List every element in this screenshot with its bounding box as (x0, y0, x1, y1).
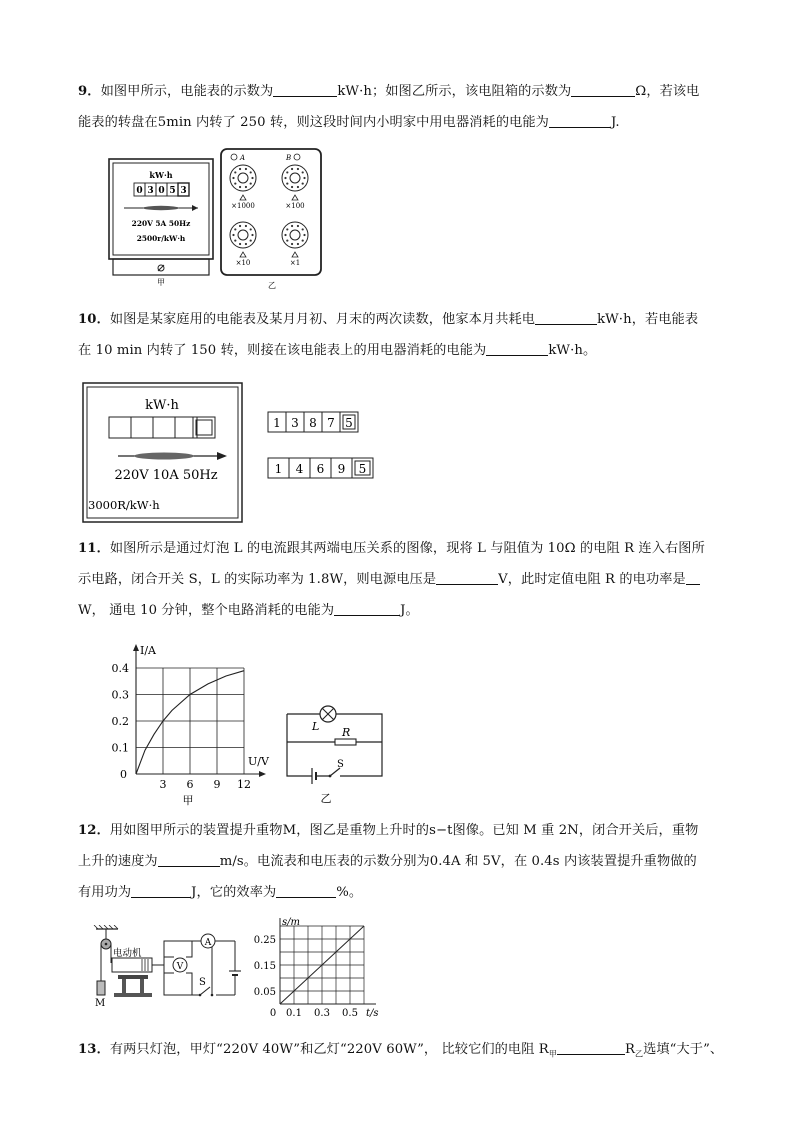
motor-label: 电动机 (113, 948, 142, 959)
y-tick-label: 0.1 (111, 741, 129, 755)
dial-tick (250, 239, 252, 241)
question-text: %。 (336, 885, 363, 900)
question-text: kW·h；如图乙所示，该电阻箱的示数为 (337, 84, 572, 99)
switch-label: S (337, 759, 344, 770)
x-axis-label: U/V (248, 755, 269, 768)
dial-tick (234, 182, 236, 184)
resistor-label: R (342, 726, 351, 739)
question-text: kW·h，若电能表 (597, 312, 699, 327)
energy-meter-figure (108, 158, 214, 286)
meter-revolutions: 2500r/kW·h (136, 234, 186, 243)
x-tick-label: 0.1 (286, 1008, 302, 1019)
dial-tick (291, 168, 293, 170)
energy-meter-2-figure (82, 382, 244, 524)
question-text: 如图所示是通过灯泡 L 的电流跟其两端电压关系的图像，现将 L 与阻值为 10Ω 的电阻 R 连入右图所 (109, 541, 705, 556)
question-text: 上升的速度为 (78, 854, 158, 869)
reading-digit: 5 (358, 462, 367, 476)
question-text: 有两只灯泡，甲灯“220V 40W”和乙灯“220V 60W”， 比较它们的电阻 R (109, 1042, 549, 1057)
x-tick-label: 0.5 (342, 1008, 358, 1019)
resistance-box-figure (220, 148, 324, 290)
question-text: Ω，若该电 (635, 84, 700, 99)
dial-tick (284, 234, 286, 236)
question-text: V，此时定值电阻 R 的电功率是 (498, 572, 686, 587)
y-tick-label: 0.2 (111, 715, 129, 728)
question-9: 9．如图甲所示，电能表的示数为 kW·h；如图乙所示，该电阻箱的示数为 Ω，若该电 能表的转盘在5min 内转了 250 转，则这段时间内小明家中用电器消耗的电能为 J. (78, 84, 700, 130)
dial-tick (239, 243, 241, 245)
digit: 3 (180, 186, 187, 196)
dial-tick (245, 168, 247, 170)
dial-tick (303, 234, 305, 236)
answer-blank[interactable] (557, 1040, 625, 1055)
iu-chart (110, 642, 280, 806)
dial-tick (250, 182, 252, 184)
question-text: J，它的效率为 (191, 885, 277, 900)
figure-label: 乙 (320, 792, 332, 805)
dial-tick (232, 234, 234, 236)
dial-tick (234, 239, 236, 241)
answer-blank[interactable] (158, 852, 220, 867)
digit: 5 (169, 186, 176, 196)
question-number: 13 (78, 1042, 97, 1057)
question-number: 11 (78, 541, 97, 556)
y-axis-label: I/A (140, 644, 156, 657)
subscript: 甲 (548, 1049, 557, 1059)
dial-tick (302, 171, 304, 173)
y-tick-label: 0.25 (253, 935, 276, 946)
meter-unit: kW·h (145, 398, 179, 413)
question-text: m/s。电流表和电压表的示数分别为0.4A 和 5V，在 0.4s 内该装置提升重物做的 (219, 854, 697, 869)
dial-multiplier: ×1 (289, 259, 301, 267)
dial-tick (302, 228, 304, 230)
dial-multiplier: ×1000 (231, 202, 255, 210)
dial-tick (245, 243, 247, 245)
meter-revolutions: 3000R/kW·h (88, 498, 160, 512)
question-text: 用如图甲所示的装置提升重物M，图乙是重物上升时的s−t图像。已知 M 重 2N，闭合开关后，重物 (109, 823, 699, 838)
question-text: J. (610, 115, 620, 130)
dial-tick (284, 177, 286, 179)
st-chart (248, 916, 388, 1026)
y-axis-label: s/m (282, 917, 300, 928)
meter-readout (134, 183, 189, 196)
dial-pointer (240, 195, 246, 200)
reading-digit: 6 (316, 462, 325, 476)
reading-digit: 9 (337, 462, 346, 476)
dial-tick (297, 225, 299, 227)
resistor-icon (335, 739, 356, 745)
dial-pointer (240, 252, 246, 257)
dial-tick (245, 225, 247, 227)
answer-blank[interactable] (131, 883, 191, 898)
motor-lift-figure (88, 925, 250, 1007)
answer-blank[interactable] (273, 82, 337, 97)
question-text: J。 (400, 603, 419, 618)
dial-tick (302, 239, 304, 241)
origin-label: 0 (269, 1008, 277, 1019)
voltmeter-label: V (176, 962, 184, 972)
dial-tick (286, 182, 288, 184)
question-text: 有用功为 (78, 885, 132, 900)
question-number: 12 (78, 823, 97, 838)
weight-icon (97, 981, 105, 995)
dial-group (230, 165, 308, 257)
question-12: 12．用如图甲所示的装置提升重物M，图乙是重物上升时的s−t图像。已知 M 重 2N，闭合开关后，重物 上升的速度为 m/s。电流表和电压表的示数分别为0.4A 和 5V，在 0.4s 内该装置提升重物做的 有用功为 J，它的效率为 %。 (78, 823, 699, 900)
question-text: 选填“大于”、 (643, 1042, 724, 1057)
dial-tick (297, 186, 299, 188)
digit: 0 (136, 186, 143, 196)
meter-spec: 220V 10A 50Hz (114, 468, 218, 483)
answer-blank[interactable] (436, 570, 498, 585)
reading-end-of-month (268, 458, 373, 478)
question-10: 10．如图是某家庭用的电能表及某月月初、月末的两次读数，他家本月共耗电 kW·h，若电能表 在 10 min 内转了 150 转，则接在该电能表上的用电器消耗的电能为 kW·h。 (78, 312, 699, 358)
dial-tick (239, 186, 241, 188)
dial-tick (250, 171, 252, 173)
dial-tick (297, 243, 299, 245)
answer-blank[interactable] (549, 113, 611, 128)
x-tick-label: 9 (213, 778, 221, 791)
answer-blank[interactable] (571, 82, 635, 97)
dial-tick (239, 168, 241, 170)
question-number: 9 (78, 84, 88, 99)
meter-unit: kW·h (149, 170, 173, 180)
dial-tick (291, 243, 293, 245)
dial-tick (302, 182, 304, 184)
question-11: 11．如图所示是通过灯泡 L 的电流跟其两端电压关系的图像，现将 L 与阻值为 10Ω 的电阻 R 连入右图所 示电路，闭合开关 S，L 的实际功率为 1.8W，则电源电压是 V，此时定值电阻 R 的电功率是 W， 通电 10 分钟，整个电路消耗的电能为 J。 (78, 541, 705, 618)
reading-digit: 1 (273, 416, 281, 430)
question-text: 如图是某家庭用的电能表及某月月初、月末的两次读数，他家本月共耗电 (109, 312, 536, 327)
answer-blank[interactable] (334, 601, 400, 616)
dial-multiplier: ×100 (285, 202, 305, 210)
switch-label: S (199, 977, 206, 988)
dial-tick (251, 177, 253, 179)
dial-tick (286, 171, 288, 173)
dial-tick (286, 228, 288, 230)
circuit-diagram (280, 702, 386, 808)
dial-tick (303, 177, 305, 179)
question-text: 能表的转盘在5min 内转了 250 转，则这段时间内小明家中用电器消耗的电能为 (78, 115, 549, 130)
switch-icon (200, 987, 210, 995)
mass-label: M (95, 998, 106, 1007)
question-number: 10 (78, 312, 97, 327)
dial-pointer (292, 252, 298, 257)
dial-tick (250, 228, 252, 230)
meter-spec: 220V 5A 50Hz (131, 219, 191, 228)
dial-tick (286, 239, 288, 241)
motor-icon (112, 958, 152, 972)
reading-digit: 8 (309, 416, 317, 430)
y-tick-label: 0.3 (111, 688, 129, 702)
y-axis-arrow (133, 644, 139, 651)
figure-label: 甲 (157, 278, 165, 286)
y-tick-label: 0.05 (253, 987, 276, 998)
digit: 0 (158, 186, 165, 196)
answer-blank[interactable] (686, 570, 700, 585)
question-text: W， 通电 10 分钟，整个电路消耗的电能为 (78, 603, 335, 618)
x-tick-label: 6 (186, 778, 194, 791)
question-text: 示电路，闭合开关 S，L 的实际功率为 1.8W，则电源电压是 (78, 572, 437, 587)
dial-tick (291, 186, 293, 188)
answer-blank[interactable] (486, 341, 548, 356)
answer-blank[interactable] (535, 310, 597, 325)
question-13: 13．有两只灯泡，甲灯“220V 40W”和乙灯“220V 60W”， 比较它们的电阻 $R_甲$ $R_乙$选填“大于”、 (78, 1042, 724, 1059)
y-tick-label: 0.4 (111, 662, 129, 675)
digit: 3 (147, 186, 154, 196)
terminal-a: A (240, 154, 246, 162)
reading-digit: 7 (327, 416, 335, 430)
question-text: kW·h。 (548, 343, 597, 358)
answer-blank[interactable] (276, 883, 336, 898)
meter-readings (266, 408, 378, 486)
dial-multiplier: ×10 (235, 259, 251, 267)
question-text: R (624, 1042, 635, 1057)
dial-tick (234, 228, 236, 230)
figure-label: 甲 (182, 794, 194, 806)
question-text: 在 10 min 内转了 150 转，则接在该电能表上的用电器消耗的电能为 (78, 343, 487, 358)
x-axis-arrow (259, 771, 266, 777)
dial-tick (251, 234, 253, 236)
reading-digit: 1 (274, 462, 283, 476)
x-axis-label: t/s (366, 1008, 379, 1019)
reading-digit: 3 (291, 416, 299, 430)
dial-pointer (292, 195, 298, 200)
dial-tick (232, 177, 234, 179)
dial-tick (239, 225, 241, 227)
dial-tick (297, 168, 299, 170)
figure-label: 乙 (268, 281, 276, 290)
subscript: 乙 (634, 1049, 644, 1059)
reading-start-of-month (268, 412, 358, 432)
y-tick-label: 0.15 (253, 961, 276, 972)
question-text: 如图甲所示，电能表的示数为 (100, 84, 274, 99)
dial-tick (291, 225, 293, 227)
x-tick-label: 3 (159, 778, 167, 791)
x-tick-label: 0.3 (314, 1008, 330, 1019)
ammeter-label: A (204, 938, 212, 948)
terminal-b: B (286, 154, 292, 162)
dial-tick (234, 171, 236, 173)
origin-label: 0 (120, 768, 127, 781)
x-tick-label: 12 (237, 778, 251, 791)
reading-digit: 5 (345, 416, 353, 430)
dial-tick (245, 186, 247, 188)
reading-digit: 4 (295, 462, 304, 476)
lamp-label: L (312, 720, 320, 733)
